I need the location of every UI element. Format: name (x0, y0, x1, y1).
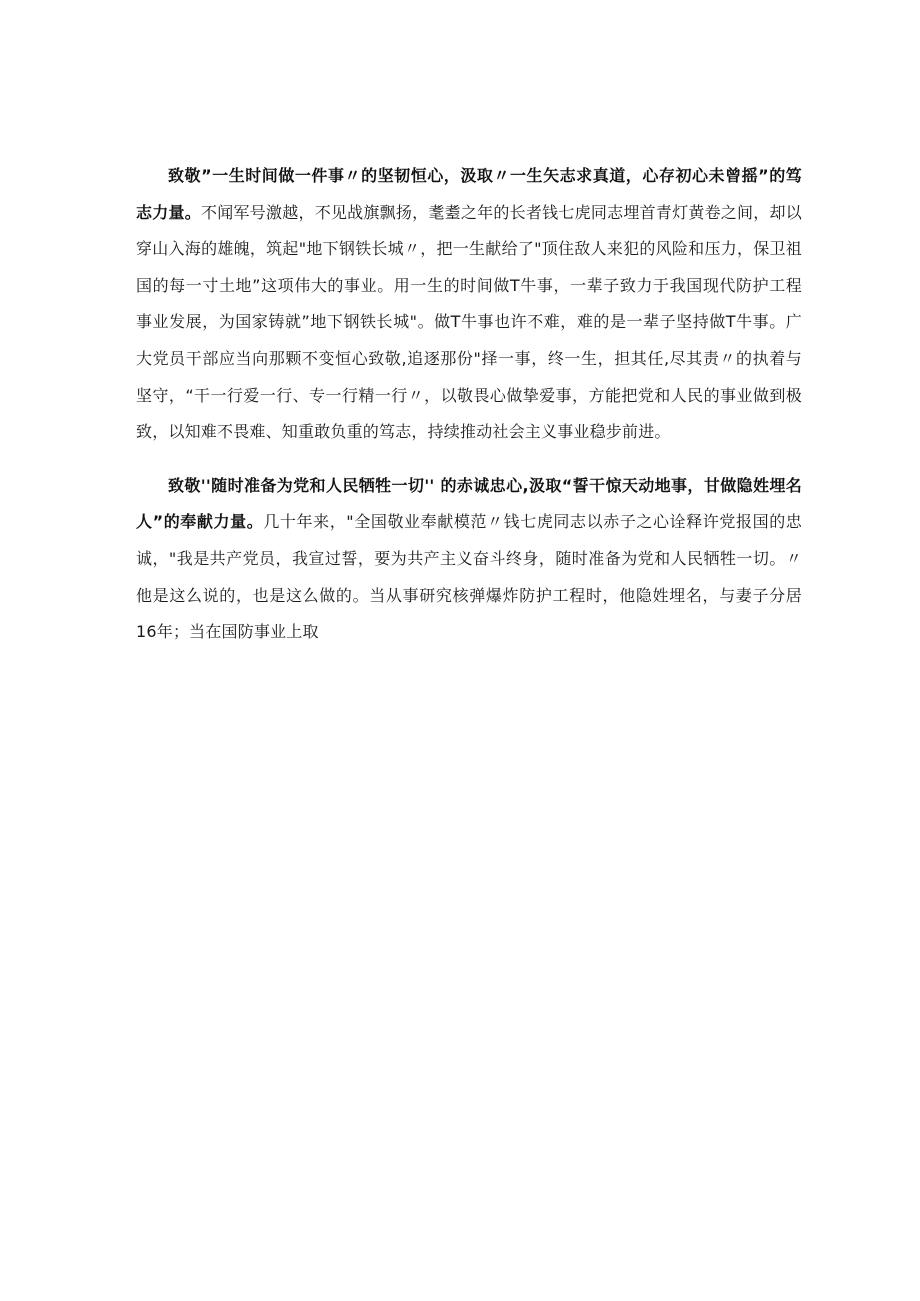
paragraph-2 (136, 468, 802, 651)
paragraph-1 (136, 158, 802, 451)
paragraph-2-body: 几十年来，"全国敬业奉献模范〃钱七虎同志以赤子之心诠释许党报国的忠诚，"我是共产党员，我宣过誓，要为共产主义奋斗终身，随时准备为党和人民牺牲一切。〃他是这么说的，也是这么做的。当从事研究核弹爆炸防护工程时，他隐姓埋名，与妻子分居16年；当在国防事业上取 (136, 512, 802, 642)
paragraph-2-lead: 致敬''随时准备为党和人民牺牲一切'' 的赤诚忠心,汲取“誓干惊天动地事，甘做隐姓埋名人”的奉献力量。 (136, 475, 802, 532)
document-body (136, 158, 802, 668)
paragraph-1-body: 不闻军号激越，不见战旗飘扬，耄耋之年的长者钱七虎同志埋首青灯黄卷之间，却以穿山入海的雄魄，筑起"地下钢铁长城〃，把一生献给了"顶住敌人来犯的风险和压力，保卫祖国的每一寸土地”这项伟大的事业。用一生的时间做T牛事，一辈子致力于我国现代防护工程事业发展，为国家铸就”地下钢铁长城"。做T牛事也许不难，难的是一辈子坚持做T牛事。广大党员干部应当向那颗不变恒心致敬,追逐那份"择一事，终一生，担其任,尽其责〃的执着与坚守，“干一行爱一行、专一行精一行〃，以敬畏心做挚爱事，方能把党和人民的事业做到极致，以知难不畏难、知重敢负重的笃志，持续推动社会主义事业稳步前进。 (136, 202, 802, 442)
paragraph-1-lead: 致敬”一生时间做一件事〃的坚韧恒心，汲取〃一生矢志求真道，心存初心未曾摇”的笃志力量。 (136, 166, 802, 222)
